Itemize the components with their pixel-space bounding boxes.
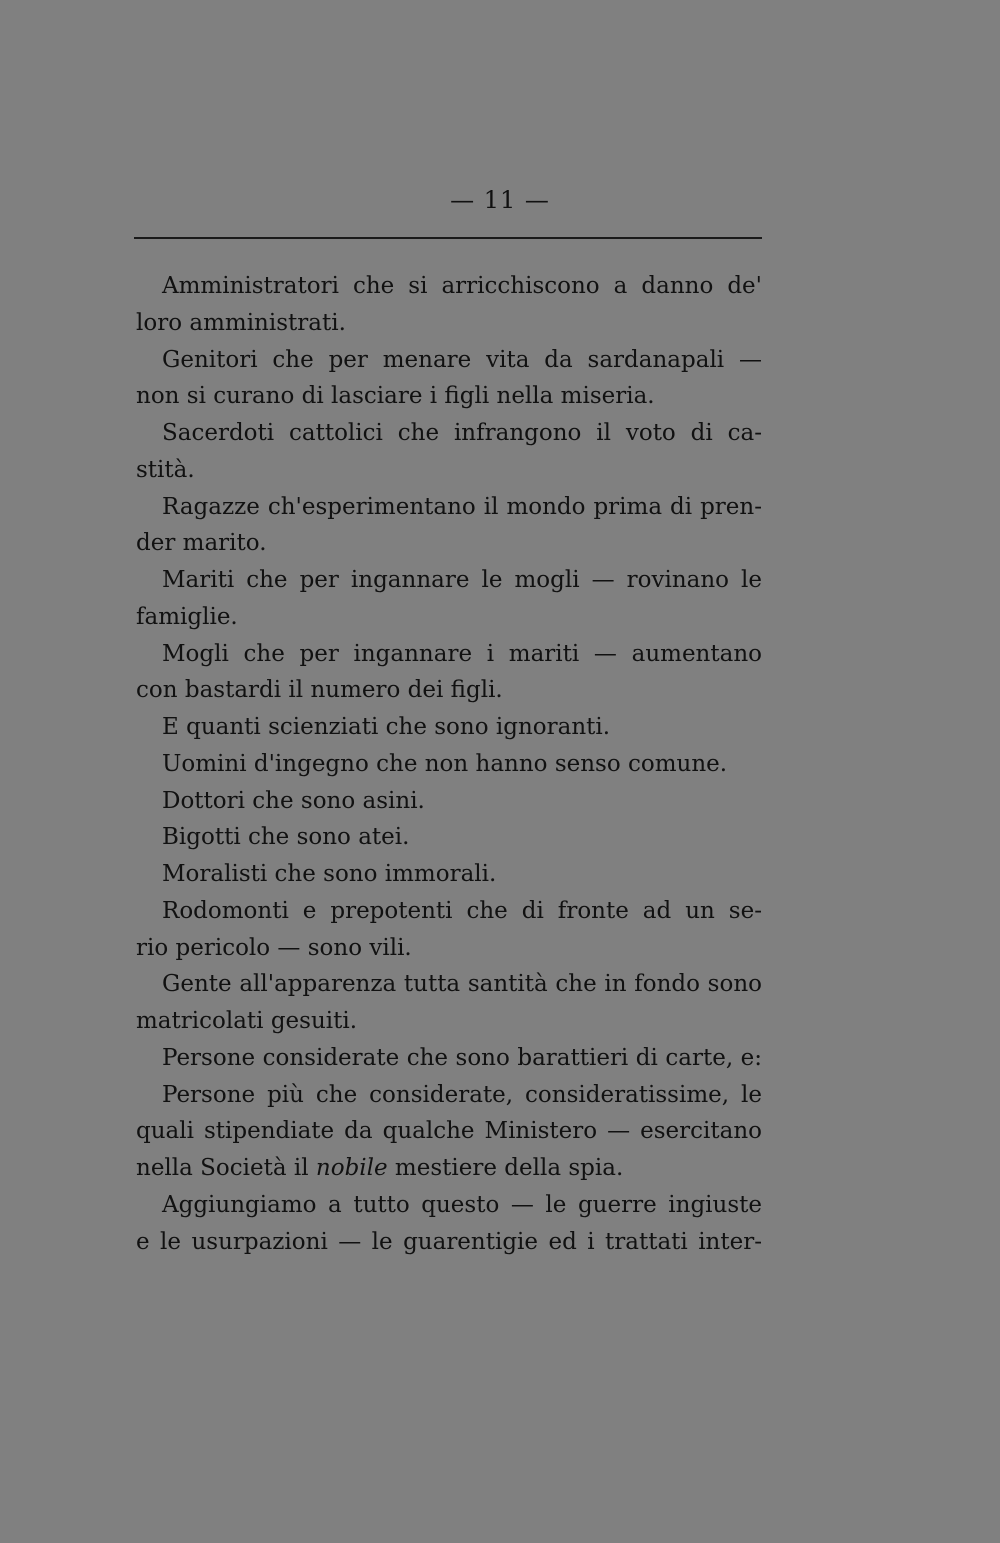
text-line: Gente all'apparenza tutta santità che in fondo sono xyxy=(162,971,762,998)
text-line: Sacerdoti cattolici che infrangono il voto di ca- xyxy=(162,420,762,446)
text-line: e le usurpazioni — le guarentigie ed i trattati inter- xyxy=(136,1228,762,1255)
italic-word: nobile xyxy=(315,1155,388,1181)
text-line: quali stipendiate da qualche Ministero — esercitano xyxy=(136,1118,762,1145)
text-line: Amministratori che si arricchiscono a danno de' xyxy=(162,273,762,299)
text-line: con bastardi il numero dei figli. xyxy=(136,677,503,704)
text-run: mestiere della spia. xyxy=(387,1155,624,1181)
header-rule xyxy=(134,237,762,239)
text-line: Mariti che per ingannare le mogli — rovinano le xyxy=(162,567,762,593)
text-line: loro amministrati. xyxy=(136,309,346,336)
text-line: Bigotti che sono atei. xyxy=(162,824,410,851)
text-line: Uomini d'ingegno che non hanno senso comune. xyxy=(162,750,728,777)
text-line: non si curano di lasciare i figli nella miseria. xyxy=(136,383,655,410)
body-text xyxy=(136,268,762,1260)
text-line: Aggiungiamo a tutto questo — le guerre ingiuste xyxy=(162,1191,762,1218)
page-number: — 11 — xyxy=(450,186,550,214)
text-line: Persone più che considerate, consideratissime, le xyxy=(162,1081,762,1108)
text-line: der marito. xyxy=(136,530,267,557)
text-line: Moralisti che sono immorali. xyxy=(162,861,497,887)
text-line: Genitori che per menare vita da sardanapali — xyxy=(162,346,762,373)
text-line: Persone considerate che sono barattieri di carte, e: xyxy=(162,1044,762,1071)
text-line: Ragazze ch'esperimentano il mondo prima di pren- xyxy=(162,493,762,520)
text-line: famiglie. xyxy=(136,603,238,630)
text-line: Dottori che sono asini. xyxy=(162,787,425,814)
text-line: Rodomonti e prepotenti che di fronte ad un se- xyxy=(162,897,762,924)
text-line: rio pericolo — sono vili. xyxy=(136,934,412,961)
text-line xyxy=(136,1150,762,1187)
text-run: nella Società il xyxy=(136,1155,316,1181)
text-line: matricolati gesuiti. xyxy=(136,1008,358,1034)
text-line: Mogli che per ingannare i mariti — aumentano xyxy=(162,640,762,667)
text-line: E quanti scienziati che sono ignoranti. xyxy=(162,714,611,740)
text-line: stità. xyxy=(136,456,195,483)
